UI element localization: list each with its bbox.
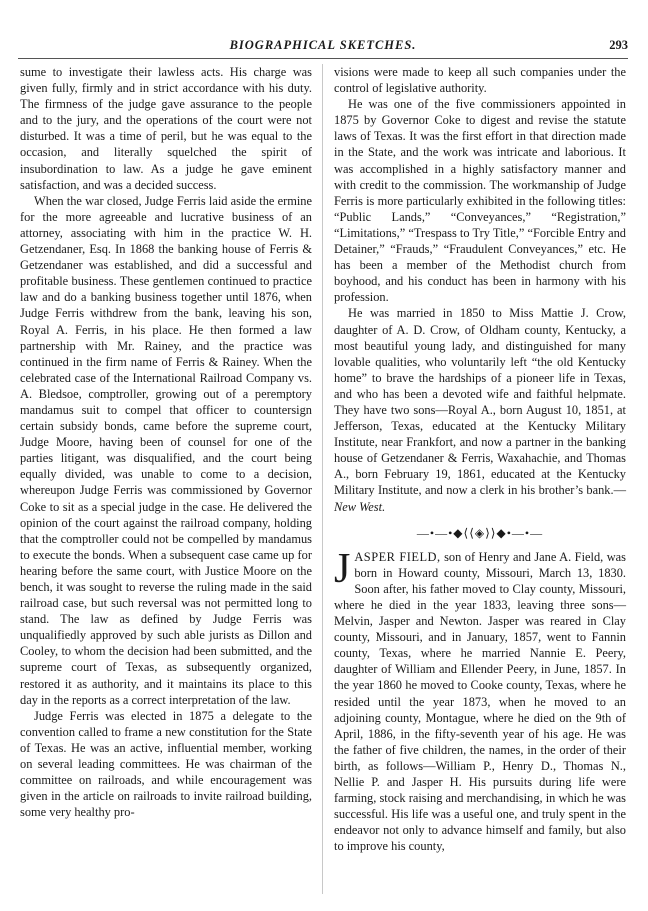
page-header [18,34,628,59]
paragraph: Judge Ferris was elected in 1875 a delegate to the convention called to frame a new constitution for the State of Texas. He was an active, influential member, working on several leading committees. He was chairman of the committee on railroads, and while encouragement was given in the article on railroads to invite railroad building, some very healthy pro- [20,708,312,820]
running-title: BIOGRAPHICAL SKETCHES. [229,38,417,52]
section-ornament: —•—•◆⟨⟨◈⟩⟩◆•—•— [416,525,544,540]
paragraph: visions were made to keep all such companies under the control of legislative authority. [334,65,626,96]
paragraph: He was one of the five commissioners appointed in 1875 by Governor Coke to digest and revise the statute laws of Texas. It was the first effort in that direction made in the State, and the work was intricate and laborious. It was accomplished in a highly satisfactory manner and with credit to the commission. The workmanship of Judge Ferris is more particularly exhibited in the following titles: “Public Lands,” “Conveyances,” “Registration,” “Limitations,” “Trespass to Try Title,” “Forcible Entry and Detainer,” “Frauds,” “Fraudulent Conveyances,” etc. He has been a member of the Methodist church from boyhood, and his conduct has been in harmony with his profession. [334,97,626,305]
sketch-body: son of Henry and Jane A. Field, was born in Howard county, Missouri, March 13, 1830. Soon after, his father moved to Clay county, Missouri, where he died in the year 1833, leaving three sons—Melvin, Jasper and Newton. Jasper was reared in Clay county, Missouri, and in January, 1857, went to Fannin county, Texas, where he married Nannie E. Peery, daughter of William and Ellender Peery, in June, 1857. In the year 1860 he moved to Cooke county, Texas, where he resided until the year 1873, when he moved to an adjoining county, Montague, where he died on the 9th of April, 1886, in the fifty-seventh year of his age. He was the father of five children, the names, in the order of their birth, as follows—William P., Henry D., Thomas N., Nellie P. and Jasper H. His pursuits during life were farming, stock raising and merchandising, in which he was successful. His life was a useful one, and truly spent in the endeavor not only to advance himself and family, but also to improve his county, [334,549,626,854]
page-number: 293 [609,38,628,52]
paragraph: sume to investigate their lawless acts. His charge was given fully, firmly and in strict accordance with his duty. The firmness of the judge gave assurance to the people and to the jury, and the operations of the court were not disturbed. It was a time of peril, but he was equal to the occasion, and literally squelched the spirit of insubordination to law. As a judge he gave eminent satisfaction, and was a decided success. [20,65,312,192]
column-divider [322,64,323,894]
left-column [20,64,312,820]
right-column [334,64,626,855]
source-attribution: New West. [334,499,386,514]
sketch-name: ASPER FIELD, [354,549,441,564]
paragraph-text: He was married in 1850 to Miss Mattie J. Crow, daughter of A. D. Crow, of Oldham county, Kentucky, a most beautiful young lady, and distinguished for many lovable qualities, who voluntarily left “the old Kentucky home” to brave the hardships of a pioneer life in Texas, and who has been a devoted wife and faithful helpmate. They have two sons—Royal A., born August 10, 1851, at Jefferson, Texas, educated at the Kentucky Military Institute, near Frankfort, and now a partner in the banking house of Getzendaner & Ferris, Waxahachie, and Thomas A., born February 19, 1861, educated at the Kentucky Military Institute, and now a clerk in his brother’s bank.— [334,306,626,498]
paragraph: When the war closed, Judge Ferris laid aside the ermine for the more agreeable and lucrative business of an attorney, associating with him in the practice W. H. Getzendaner, Esq. In 1868 the banking house of Ferris & Getzendaner was established, and did a successful and profitable business. These gentlemen continued to practice law and do a banking business together until 1876, when Judge Ferris withdrew from the bank, leaving his son, Royal A. Ferris, in his place. He then formed a law partnership with Mr. Rainey, and the practice was continued in the firm name of Ferris & Rainey. When the celebrated case of the International Railroad Company vs. A. Bledsoe, comptroller, growing out of a peremptory mandamus suit to compel that officer to countersign certain subsidy bonds, came before the supreme court, Judge Moore, having been of counsel for one of the parties litigant, was disqualified, and the court being equally divided, was unable to come to a decision, whereupon Judge Ferris was commissioned by Governor Coke to sit as a special judge in the case. He delivered the opinion of the court against the railroad company, holding that the comptroller could not be compelled by mandamus to execute the bonds. When a subsequent case came up for hearing before the same court, with Justice Moore on the bench, it was sought to reverse the ruling made in the said railroad case, but such reversal was not permitted long to stand. The law as defined by Judge Ferris was unqualifiedly approved by such able jurists as Dillon and Cooley, to whom the decision had been submitted, and the supreme court of Texas, as subsequently organized, restored it as authority, and it maintains its place to this day in the reports as a correct interpretation of the law. [20,193,312,707]
drop-cap: J [334,545,351,592]
sketch-paragraph [334,545,626,855]
paragraph [334,305,626,514]
